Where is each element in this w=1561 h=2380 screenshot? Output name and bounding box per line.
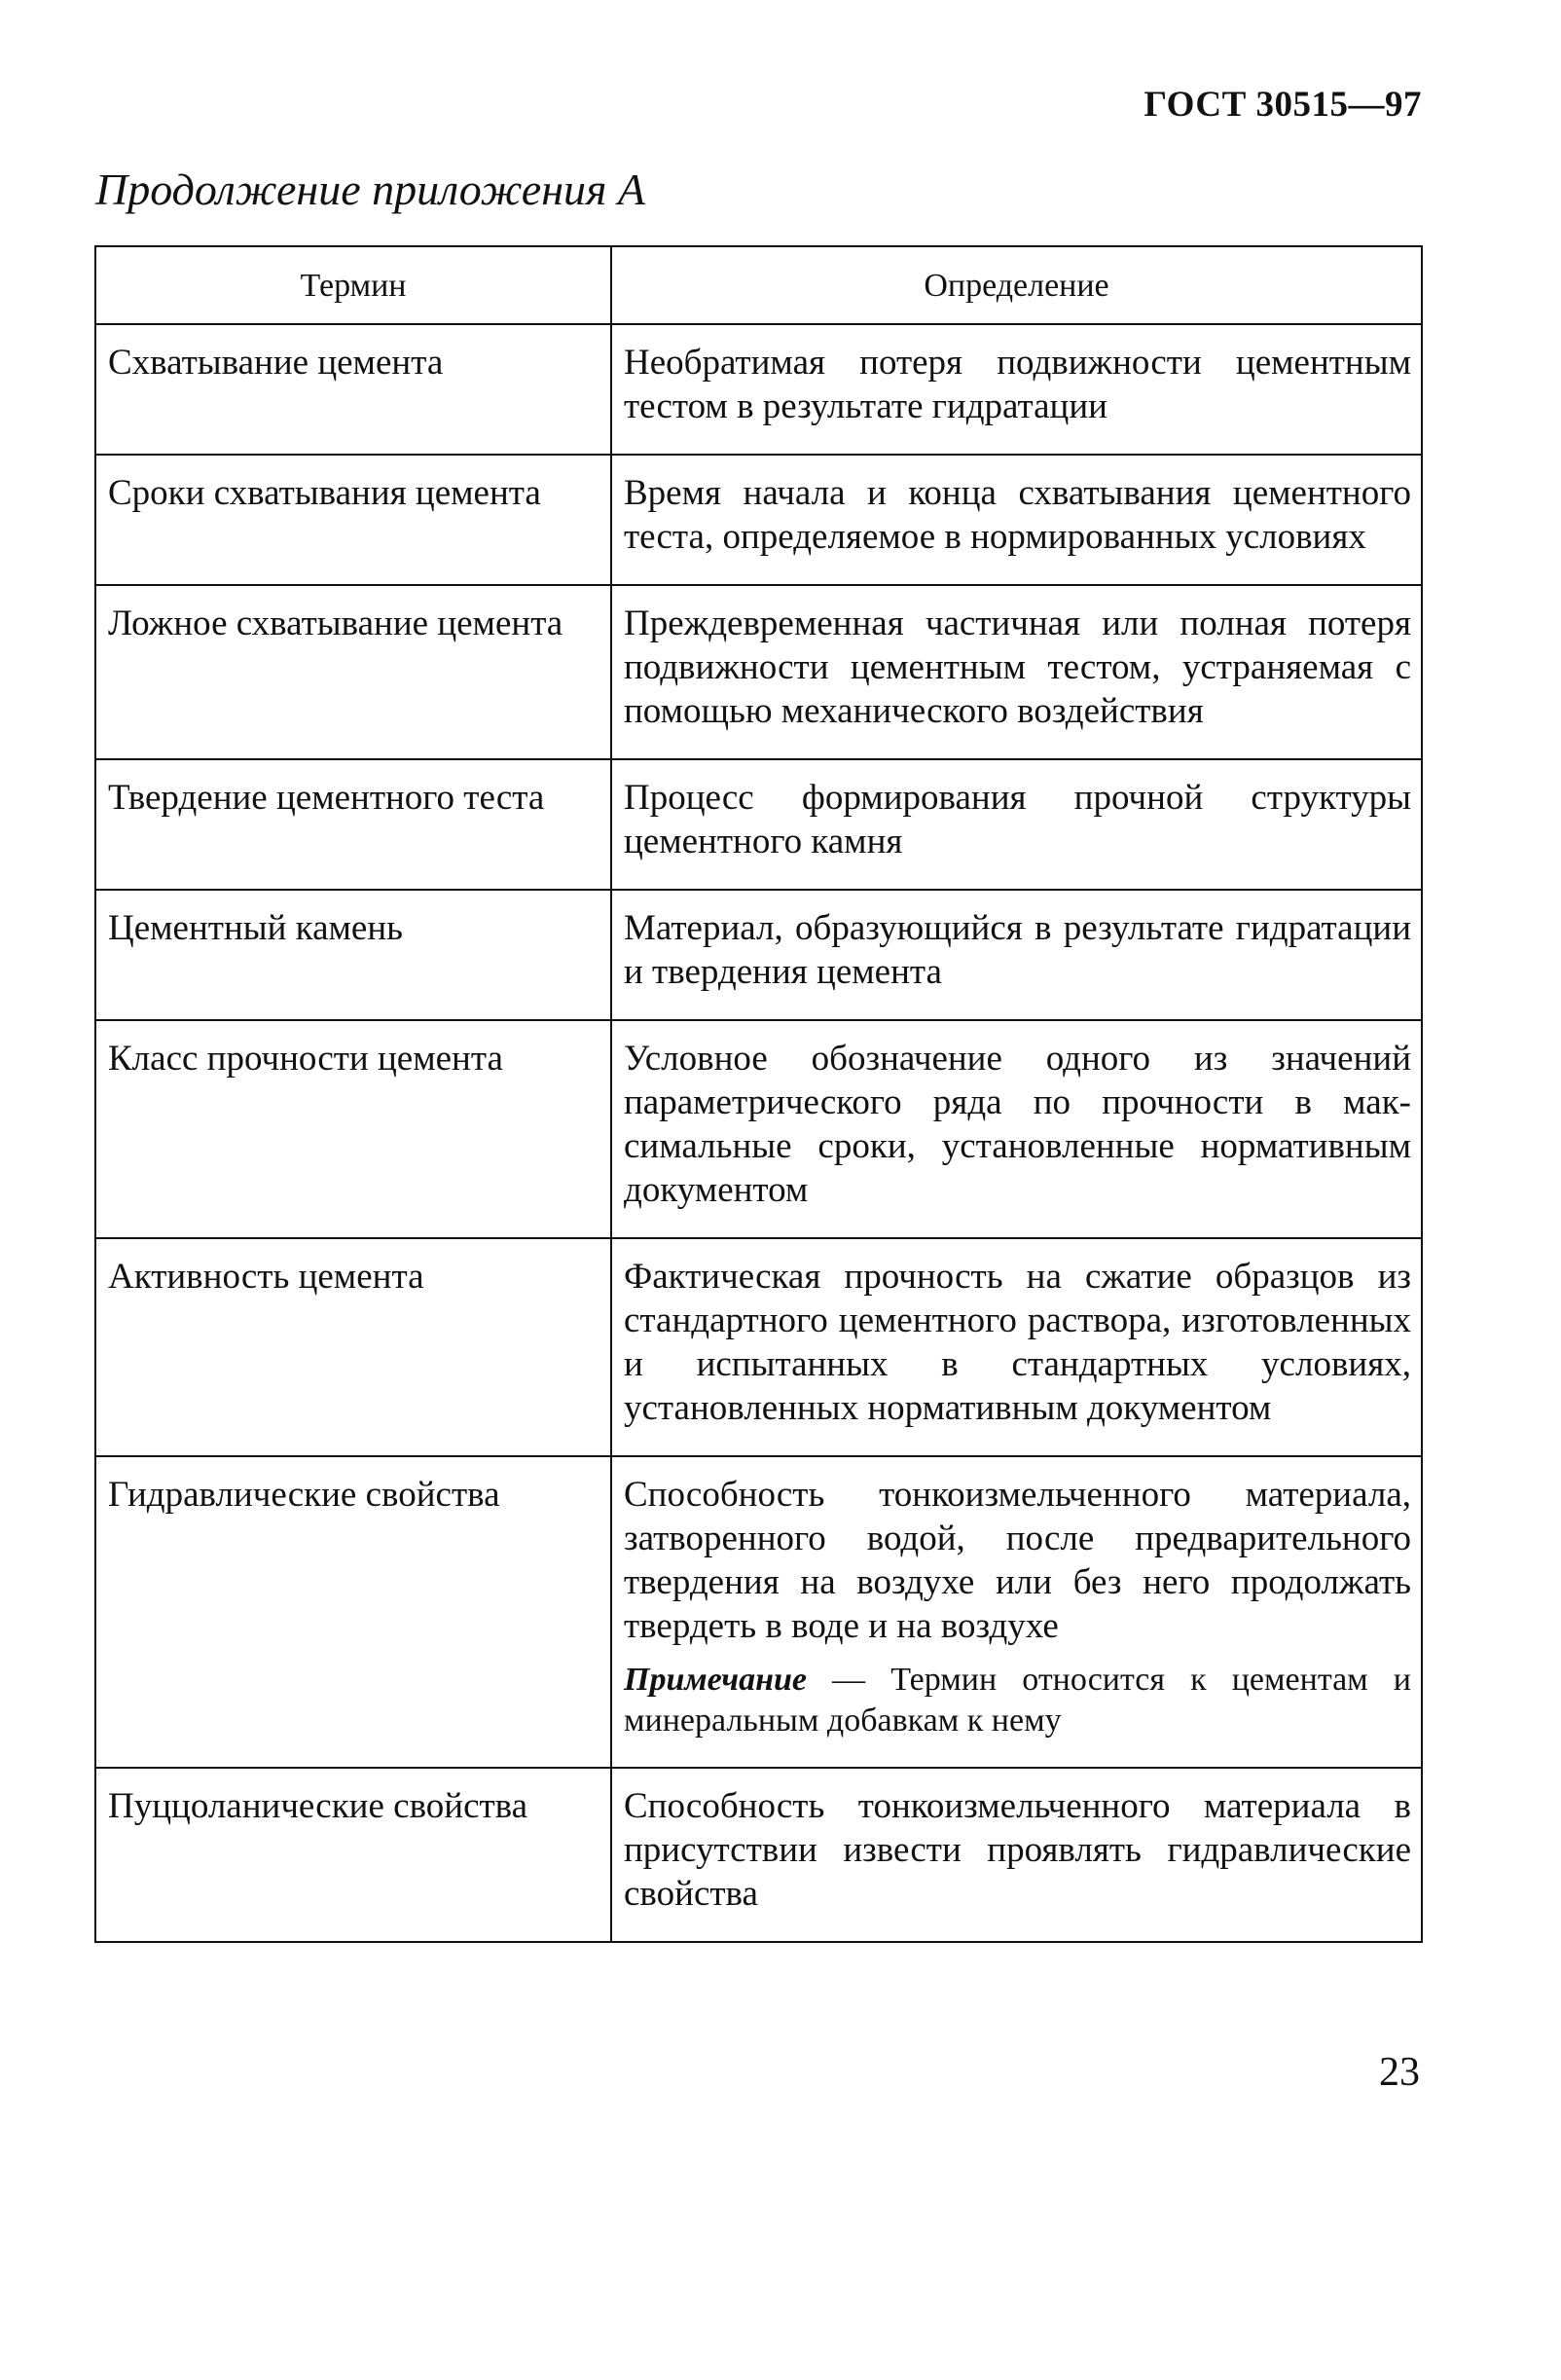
table-row [95, 890, 1422, 1020]
term-cell: Активность цемента [95, 1238, 611, 1456]
definition-cell: Необратимая потеря подвижности цементным тестом в результате гидратации [611, 324, 1422, 455]
term-cell: Гидравлические свойства [95, 1456, 611, 1768]
terms-table [94, 245, 1423, 1943]
term-cell: Твердение цементного теста [95, 759, 611, 890]
table-row [95, 1768, 1422, 1942]
document-header: ГОСТ 30515—97 [1144, 85, 1422, 125]
term-cell: Класс прочности цемента [95, 1020, 611, 1238]
definition-cell-with-note [611, 1456, 1422, 1768]
table-row [95, 1456, 1422, 1768]
note-label: Примечание [624, 1662, 808, 1698]
definition-cell: Условное обозначение одного из значений параметрического ряда по прочности в максимальные сроки, установленные нормативным документом [611, 1020, 1422, 1238]
definition-cell: Способность тонкоизмельченного материала в присутствии извести проявлять гидравлические свойства [611, 1768, 1422, 1942]
column-header-definition: Определение [611, 246, 1422, 324]
page-number: 23 [1379, 2050, 1420, 2095]
note [624, 1660, 1411, 1741]
table-row [95, 455, 1422, 585]
term-cell: Сроки схватывания цемента [95, 455, 611, 585]
definition-cell: Материал, образующийся в результате гидратации и твердения цемента [611, 890, 1422, 1020]
table-row [95, 1238, 1422, 1456]
term-cell: Ложное схватывание цемента [95, 585, 611, 759]
table-row [95, 1020, 1422, 1238]
table-row [95, 759, 1422, 890]
definition-cell: Преждевременная частичная или полная потеря подвижности цементным тестом, устраняемая с помощью механического воздействия [611, 585, 1422, 759]
column-header-term: Термин [95, 246, 611, 324]
table-row [95, 585, 1422, 759]
term-cell: Цементный камень [95, 890, 611, 1020]
note-text: — Термин относится к цементам и минеральным добавкам к нему [624, 1662, 1411, 1739]
definition-text: Способность тонкоизмельченного материала, затворенного водой, после предварительного твердения на воздухе или без него продолжать твердеть в воде и на воздухе [624, 1475, 1411, 1646]
term-cell: Пуццоланические свойства [95, 1768, 611, 1942]
definition-cell: Время начала и конца схватывания цементного теста, определяемое в нормированных условиях [611, 455, 1422, 585]
continuation-title: Продолжение приложения А [95, 165, 646, 214]
table-header-row [95, 246, 1422, 324]
table-row [95, 324, 1422, 455]
definition-cell: Фактическая прочность на сжатие образцов из стандартного цементного раствора, изготовленных и испытанных в стандартных условиях, установленных нормативным документом [611, 1238, 1422, 1456]
term-cell: Схватывание цемента [95, 324, 611, 455]
definition-cell: Процесс формирования прочной структуры цементного камня [611, 759, 1422, 890]
